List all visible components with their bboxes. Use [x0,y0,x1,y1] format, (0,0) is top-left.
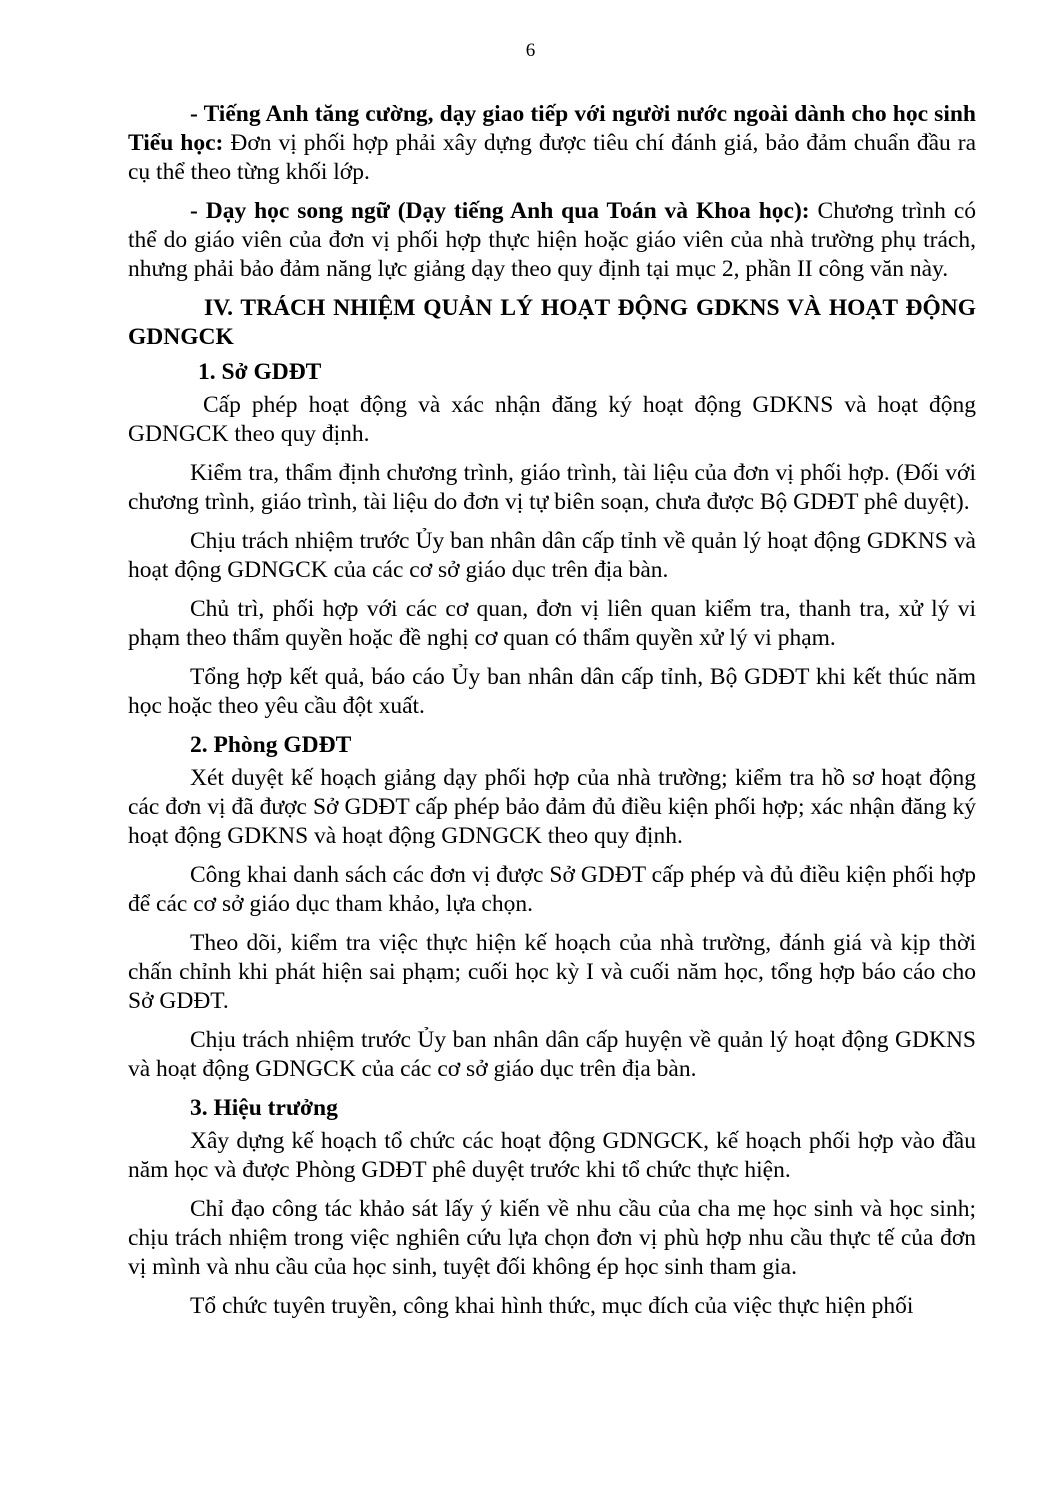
paragraph: Cấp phép hoạt động và xác nhận đăng ký hoạt động GDKNS và hoạt động GDNGCK theo quy định. [128,392,976,447]
paragraph: Theo dõi, kiểm tra việc thực hiện kế hoạch của nhà trường, đánh giá và kịp thời chấn chỉnh khi phát hiện sai phạm; cuối học kỳ I và cuối năm học, tổng hợp báo cáo cho Sở GDĐT. [128,930,976,1014]
paragraph: Kiểm tra, thẩm định chương trình, giáo trình, tài liệu của đơn vị phối hợp. (Đối với chương trình, giáo trình, tài liệu do đơn vị tự biên soạn, chưa được Bộ GDĐT phê duyệt). [128,460,976,515]
subsection-heading-phong-gddt: 2. Phòng GDĐT [190,732,352,758]
paragraph: Xét duyệt kế hoạch giảng dạy phối hợp của nhà trường; kiểm tra hồ sơ hoạt động các đơn vị đã được Sở GDĐT cấp phép bảo đảm đủ điều kiện phối hợp; xác nhận đăng ký hoạt động GDKNS và hoạt động GDNGCK theo quy định. [128,765,976,849]
paragraph: Tổng hợp kết quả, báo cáo Ủy ban nhân dân cấp tỉnh, Bộ GDĐT khi kết thúc năm học hoặc theo yêu cầu đột xuất. [128,664,976,719]
paragraph: Chịu trách nhiệm trước Ủy ban nhân dân cấp huyện về quản lý hoạt động GDKNS và hoạt động GDNGCK của các cơ sở giáo dục trên địa bàn. [128,1027,976,1082]
page-number: 6 [525,40,536,61]
subsection-heading-so-gddt: 1. Sở GDĐT [198,359,322,385]
section-heading-iv: IV. TRÁCH NHIỆM QUẢN LÝ HOẠT ĐỘNG GDKNS VÀ HOẠT ĐỘNG GDNGCK [128,295,976,350]
paragraph: Chỉ đạo công tác khảo sát lấy ý kiến về nhu cầu của cha mẹ học sinh và học sinh; chịu trách nhiệm trong việc nghiên cứu lựa chọn đơn vị phù hợp nhu cầu thực tế của đơn vị mình và nhu cầu của học sinh, tuyệt đối không ép học sinh tham gia. [128,1196,976,1280]
paragraph-text: Đơn vị phối hợp phải xây dựng được tiêu chí đánh giá, bảo đảm chuẩn đầu ra cụ thể theo từng khối lớp. [128,130,976,185]
paragraph-lead: - Tiếng Anh tăng cường, dạy giao tiếp với người nước ngoài dành cho học sinh Tiểu học: [128,101,976,156]
paragraph-text: Chương trình có thể do giáo viên của đơn vị phối hợp thực hiện hoặc giáo viên của nhà trường phụ trách, nhưng phải bảo đảm năng lực giảng dạy theo quy định tại mục 2, phần II công văn này. [128,198,977,282]
document-body [128,100,976,1331]
paragraph-bilingual-program [128,197,976,284]
paragraph-english-program [128,100,976,187]
paragraph: Tổ chức tuyên truyền, công khai hình thức, mục đích của việc thực hiện phối [190,1293,914,1319]
paragraph: Chủ trì, phối hợp với các cơ quan, đơn vị liên quan kiểm tra, thanh tra, xử lý vi phạm theo thẩm quyền hoặc đề nghị cơ quan có thẩm quyền xử lý vi phạm. [128,596,976,651]
subsection-heading-hieu-truong: 3. Hiệu trưởng [190,1095,338,1121]
paragraph: Chịu trách nhiệm trước Ủy ban nhân dân cấp tỉnh về quản lý hoạt động GDKNS và hoạt động GDNGCK của các cơ sở giáo dục trên địa bàn. [128,528,976,583]
paragraph: Công khai danh sách các đơn vị được Sở GDĐT cấp phép và đủ điều kiện phối hợp để các cơ sở giáo dục tham khảo, lựa chọn. [128,862,976,917]
paragraph: Xây dựng kế hoạch tổ chức các hoạt động GDNGCK, kế hoạch phối hợp vào đầu năm học và được Phòng GDĐT phê duyệt trước khi tổ chức thực hiện. [128,1128,976,1183]
paragraph-lead: - Dạy học song ngữ (Dạy tiếng Anh qua Toán và Khoa học): [190,198,810,224]
